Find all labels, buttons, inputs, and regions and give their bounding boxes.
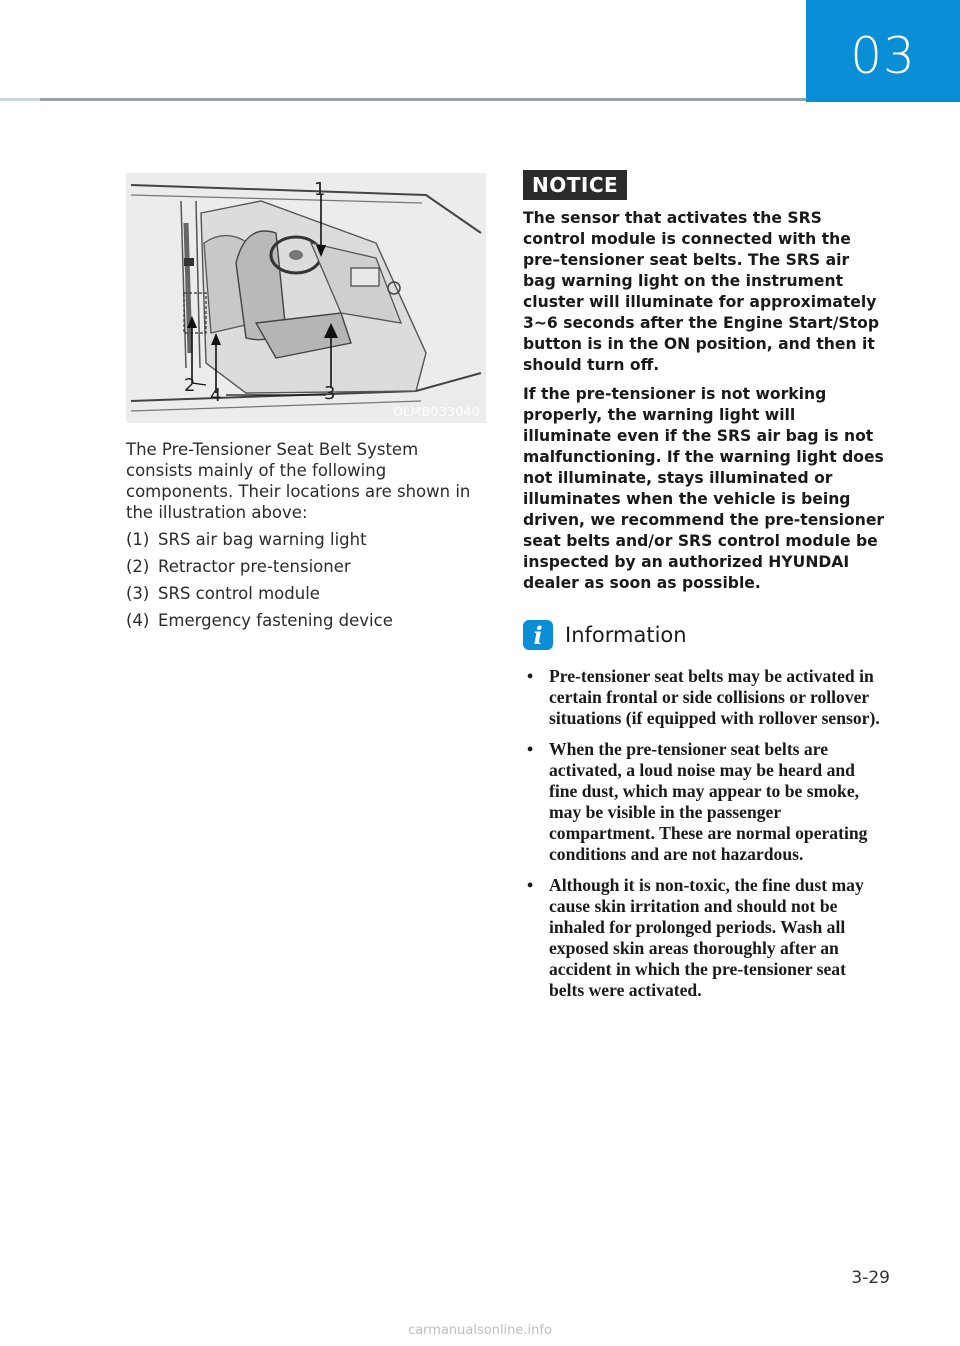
information-header xyxy=(523,620,885,650)
list-item xyxy=(126,583,488,604)
notice-paragraph: The sensor that activates the SRS control module is connected with the pre–tensioner seat belts. The SRS air bag warning light on the instrument cluster will illuminate for approximately 3~6 seconds after the Engine Start/Stop button is in the ON position, and then it should turn off. xyxy=(523,209,879,374)
information-list xyxy=(523,666,885,1001)
notice-badge: NOTICE xyxy=(523,170,627,200)
item-number: (2) xyxy=(126,557,150,576)
car-interior-drawing xyxy=(126,173,486,423)
bullet-icon: • xyxy=(527,875,534,895)
item-number: (3) xyxy=(126,584,150,603)
header-rule xyxy=(0,98,806,101)
component-list xyxy=(126,529,488,631)
bullet-icon: • xyxy=(527,739,534,759)
bullet-icon: • xyxy=(527,666,534,686)
callout-3: 3 xyxy=(324,383,336,404)
list-item xyxy=(126,529,488,550)
item-number: (4) xyxy=(126,611,150,630)
callout-4: 4 xyxy=(210,385,222,406)
callout-1: 1 xyxy=(314,179,326,200)
list-item xyxy=(523,739,885,865)
seat-belt-illustration xyxy=(126,173,486,423)
item-label: SRS air bag warning light xyxy=(158,530,367,549)
callout-2: 2 xyxy=(184,375,196,396)
intro-paragraph: The Pre-Tensioner Seat Belt System consists mainly of the following components. Their locations are shown in the illustration above: xyxy=(126,440,471,522)
right-column xyxy=(523,170,885,1011)
item-label: Retractor pre-tensioner xyxy=(158,557,351,576)
page-number: 3-29 xyxy=(851,1268,890,1288)
list-item xyxy=(126,556,488,577)
list-item xyxy=(126,610,488,631)
list-item xyxy=(523,875,885,1001)
list-item xyxy=(523,666,885,729)
left-column xyxy=(126,173,488,637)
watermark: carmanualsonline.info xyxy=(408,1323,552,1338)
item-label: Emergency fastening device xyxy=(158,611,393,630)
info-item-text: When the pre-tensioner seat belts are activated, a loud noise may be heard and fine dust, which may appear to be smoke, may be visible in the passenger compartment. These are normal operating conditions and are not hazardous. xyxy=(549,739,868,864)
figure-code: OLMB033040 xyxy=(393,404,480,419)
info-icon: i xyxy=(523,620,553,650)
information-title: Information xyxy=(565,623,687,647)
info-item-text: Although it is non-toxic, the fine dust may cause skin irritation and should not be inhaled for prolonged periods. Wash all exposed skin areas thoroughly after an accident in which the pre-tensioner seat belts were activated. xyxy=(549,875,864,1000)
chapter-tab: 03 xyxy=(806,0,960,102)
info-item-text: Pre-tensioner seat belts may be activated in certain frontal or side collisions or rollover situations (if equipped with rollover sensor). xyxy=(549,666,880,728)
item-label: SRS control module xyxy=(158,584,320,603)
item-number: (1) xyxy=(126,530,150,549)
notice-paragraph: If the pre-tensioner is not working properly, the warning light will illuminate even if the SRS air bag is not malfunctioning. If the warning light does not illuminate, stays illuminated or illuminates when the vehicle is being driven, we recommend the pre-tensioner seat belts and/or SRS control module be inspected by an authorized HYUNDAI dealer as soon as possible. xyxy=(523,385,885,592)
